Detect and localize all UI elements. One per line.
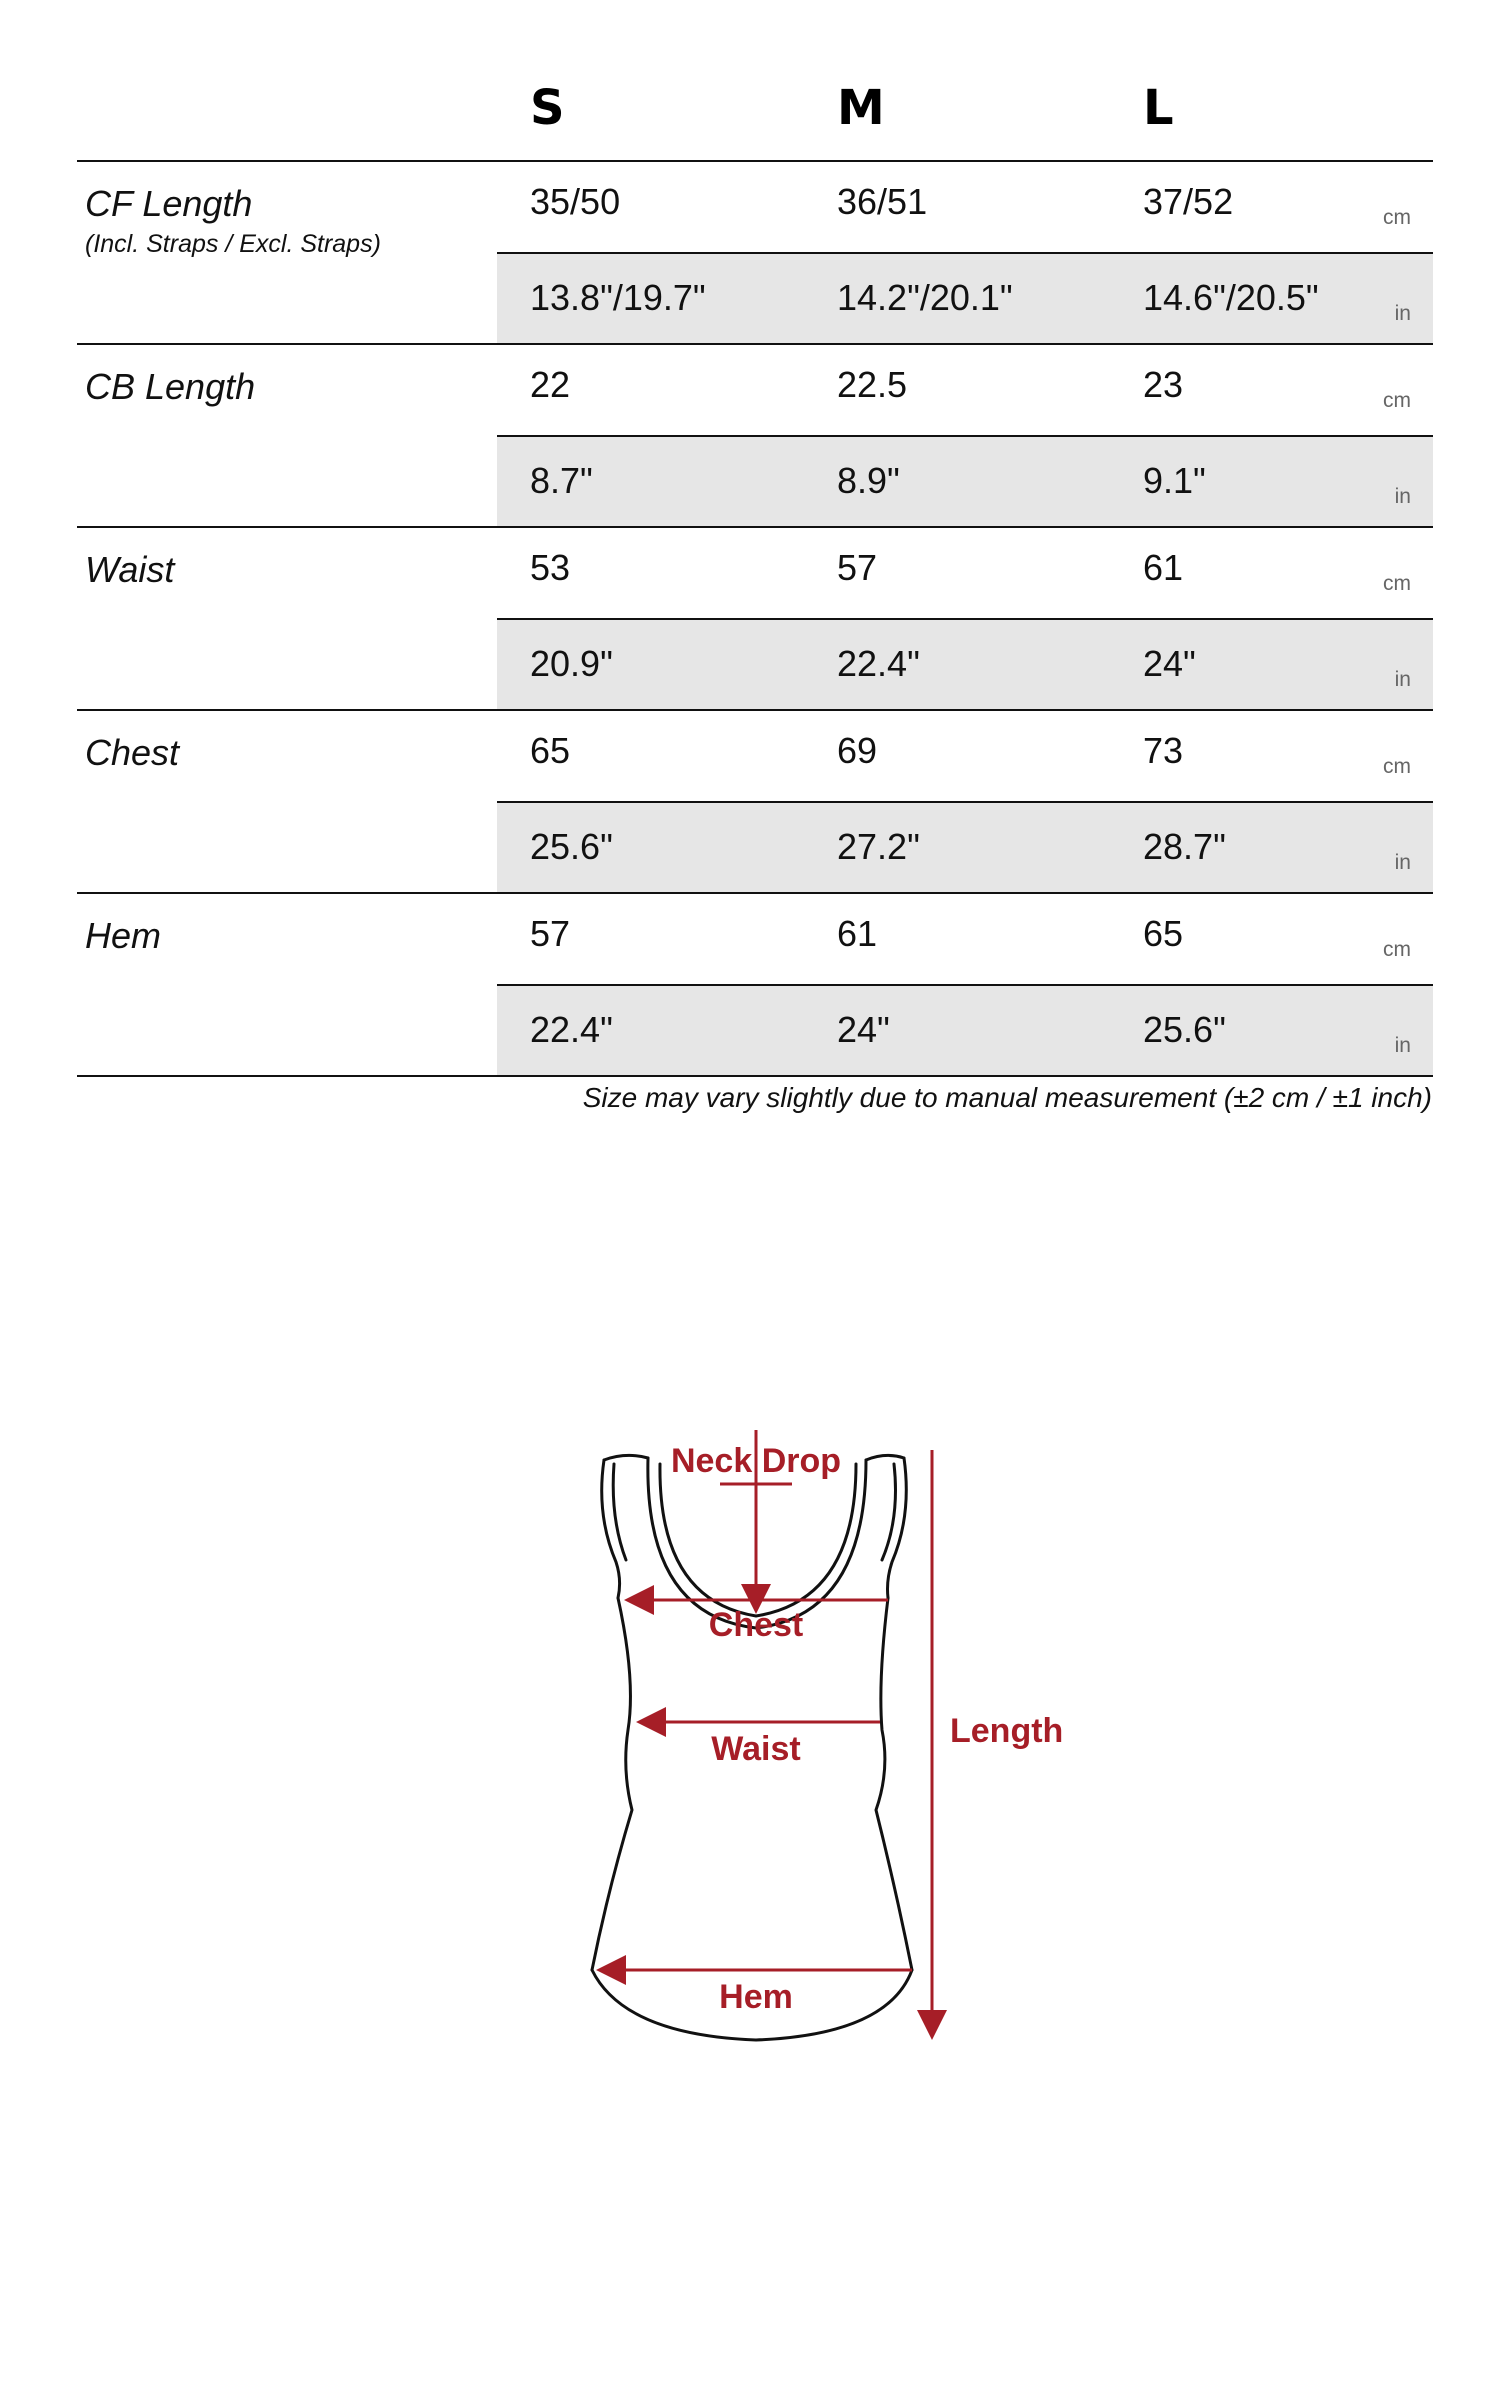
unit-label-in: in — [1394, 668, 1411, 691]
cm-row — [497, 894, 1433, 983]
measurement-label: Hem — [85, 915, 162, 956]
unit-label-in: in — [1394, 1034, 1411, 1057]
cm-row — [497, 162, 1433, 251]
inch-row — [497, 984, 1433, 1075]
unit-label-in: in — [1394, 302, 1411, 325]
unit-label-cm: cm — [1383, 389, 1411, 412]
value-cell: 22 — [530, 364, 571, 405]
inch-row — [497, 435, 1433, 526]
size-header-m: M — [837, 80, 885, 136]
measurement-sublabel: (Incl. Straps / Excl. Straps) — [85, 230, 381, 258]
value-cell: 22.5 — [837, 364, 908, 405]
measurement-note: Size may vary slightly due to manual measurement (±2 cm / ±1 inch) — [582, 1082, 1432, 1113]
value-cell: 25.6" — [1143, 1009, 1226, 1050]
value-cell: 53 — [530, 547, 571, 588]
unit-label-cm: cm — [1383, 938, 1411, 961]
value-cell: 73 — [1143, 730, 1184, 771]
measurement-group-chest — [77, 709, 1433, 892]
measurement-group-hem — [77, 892, 1433, 1077]
value-cell: 65 — [1143, 913, 1184, 954]
cm-row — [497, 711, 1433, 800]
unit-label-cm: cm — [1383, 572, 1411, 595]
value-cell: 13.8"/19.7" — [530, 277, 706, 318]
measurement-label: Chest — [85, 732, 180, 773]
value-cell: 69 — [837, 730, 878, 771]
value-cell: 25.6" — [530, 826, 613, 867]
inch-row — [497, 252, 1433, 343]
unit-label-in: in — [1394, 851, 1411, 874]
cm-row — [497, 528, 1433, 617]
value-cell: 57 — [837, 547, 878, 588]
value-cell: 14.6"/20.5" — [1143, 277, 1319, 318]
measurement-label: CF Length — [85, 183, 253, 224]
hem-label: Hem — [719, 1978, 793, 2016]
value-cell: 35/50 — [530, 181, 621, 222]
length-label: Length — [950, 1712, 1064, 1750]
size-header-s: S — [530, 80, 565, 136]
tank-top-diagram — [560, 1430, 1080, 2070]
measurement-group-cf-length — [77, 160, 1433, 343]
size-header-row — [77, 70, 1433, 160]
value-cell: 36/51 — [837, 181, 928, 222]
value-cell: 14.2"/20.1" — [837, 277, 1013, 318]
value-cell: 8.7" — [530, 460, 593, 501]
cm-row — [497, 345, 1433, 434]
measurement-label: Waist — [85, 549, 175, 590]
value-cell: 24" — [837, 1009, 890, 1050]
value-cell: 22.4" — [837, 643, 920, 684]
inch-row — [497, 801, 1433, 892]
value-cell: 9.1" — [1143, 460, 1206, 501]
measurement-label: CB Length — [85, 366, 256, 407]
value-cell: 24" — [1143, 643, 1196, 684]
value-cell: 61 — [837, 913, 878, 954]
neck-drop-label: Neck Drop — [670, 1442, 842, 1480]
unit-label-in: in — [1394, 485, 1411, 508]
size-chart-table — [77, 70, 1433, 1077]
value-cell: 22.4" — [530, 1009, 613, 1050]
size-header-l: L — [1143, 80, 1174, 136]
value-cell: 57 — [530, 913, 571, 954]
value-cell: 20.9" — [530, 643, 613, 684]
chest-label: Chest — [708, 1606, 804, 1644]
unit-label-cm: cm — [1383, 206, 1411, 229]
value-cell: 61 — [1143, 547, 1184, 588]
value-cell: 37/52 — [1143, 181, 1234, 222]
waist-label: Waist — [711, 1730, 801, 1768]
value-cell: 23 — [1143, 364, 1184, 405]
inch-row — [497, 618, 1433, 709]
value-cell: 8.9" — [837, 460, 900, 501]
measurement-group-waist — [77, 526, 1433, 709]
value-cell: 27.2" — [837, 826, 920, 867]
value-cell: 28.7" — [1143, 826, 1226, 867]
measurement-group-cb-length — [77, 343, 1433, 526]
value-cell: 65 — [530, 730, 571, 771]
unit-label-cm: cm — [1383, 755, 1411, 778]
